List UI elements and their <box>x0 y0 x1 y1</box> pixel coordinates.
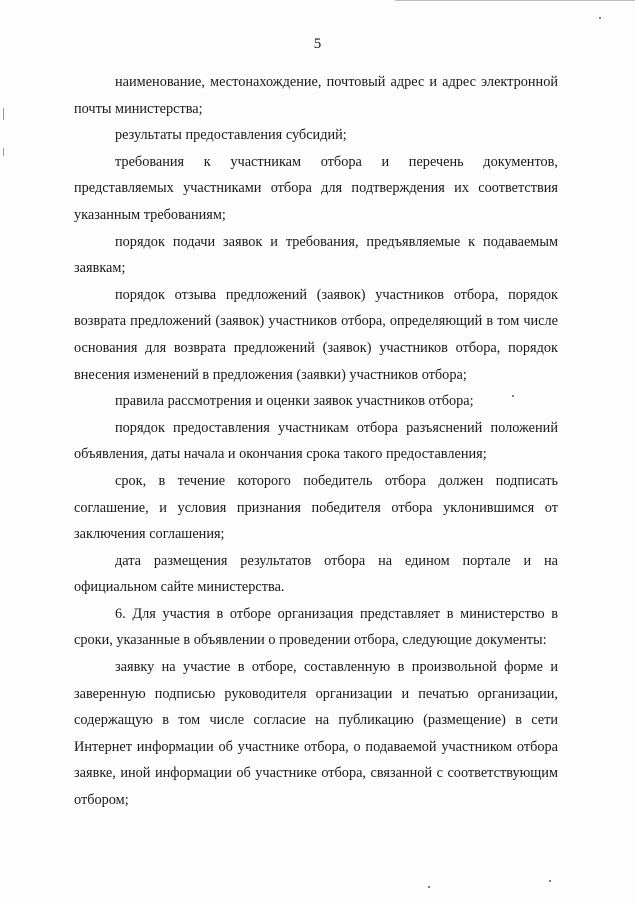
scan-speck <box>599 17 601 19</box>
paragraph: результаты предоставления субсидий; <box>115 127 347 144</box>
document-body <box>74 69 558 814</box>
paragraph: дата размещения результатов отбора на едином портале и на официальном сайте министерства. <box>74 552 558 596</box>
paragraph: заявку на участие в отборе, составленную в произвольной форме и заверенную подписью руководителя организации и печатью организации, содержащую в том числе согласие на публикацию (размещение) в сети Интернет информации об участнике отбора, о подаваемой участником отбора заявке, иной информации об участнике отбора, связанной с соответствующим отбором; <box>74 659 558 809</box>
scan-edge-line <box>395 0 635 1</box>
page-number: 5 <box>313 36 322 52</box>
paragraph: порядок подачи заявок и требования, предъявляемые к подаваемым заявкам; <box>74 233 558 277</box>
paragraph: порядок отзыва предложений (заявок) участников отбора, порядок возврата предложений (заявок) участников отбора, определяющий в том числе основания для возврата предложений (заявок) участников отбора, порядок внесения изменений в предложения (заявки) участников отбора; <box>74 286 558 383</box>
paragraph: срок, в течение которого победитель отбора должен подписать соглашение, и условия признания победителя отбора уклонившимся от заключения соглашения; <box>74 472 558 543</box>
scan-margin-mark <box>3 108 4 120</box>
paragraph: 6. Для участия в отборе организация представляет в министерство в сроки, указанные в объявлении о проведении отбора, следующие документы: <box>74 605 558 649</box>
paragraph: требования к участникам отбора и перечень документов, представляемых участниками отбора для подтверждения их соответствия указанным требованиям; <box>74 153 558 223</box>
scan-speck <box>549 880 551 882</box>
paragraph: порядок предоставления участникам отбора разъяснений положений объявления, даты начала и окончания срока такого предоставления; <box>74 419 558 463</box>
paragraph: правила рассмотрения и оценки заявок участников отбора; <box>115 393 474 410</box>
paragraph: наименование, местонахождение, почтовый адрес и адрес электронной почты министерства; <box>74 74 558 117</box>
scan-margin-mark <box>3 148 4 156</box>
scan-speck <box>428 886 430 888</box>
